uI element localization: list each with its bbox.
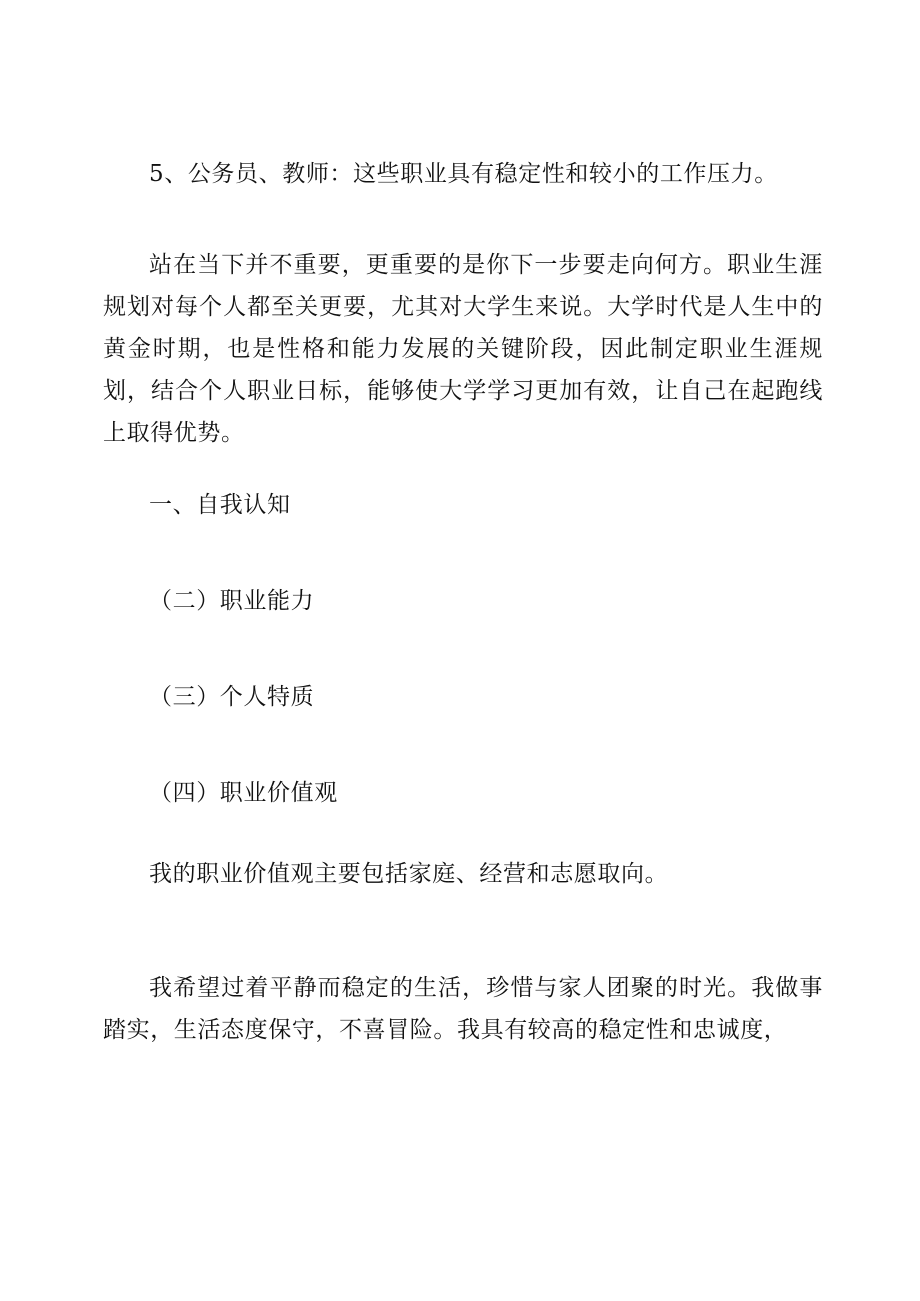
paragraph-career-planning-intro: 站在当下并不重要，更重要的是你下一步要走向何方。职业生涯规划对每个人都至关更要，尤其对大学生来说。大学时代是人生中的黄金时期，也是性格和能力发展的关键阶段，因此制定职业生涯规划，结合个人职业日标，能够使大学学习更加有效，让自己在起跑线上取得优势。 xyxy=(103,252,823,446)
section-heading-self-awareness: 一、自我认知 xyxy=(149,492,291,518)
subheading-career-ability: （二）职业能力 xyxy=(149,588,315,614)
paragraph-occupation-item-5: 5、公务员、教师：这些职业具有稳定性和较小的工作压力。 xyxy=(149,161,778,187)
paragraph-values-summary: 我的职业价值观主要包括家庭、经营和志愿取向。 xyxy=(149,861,669,887)
subheading-personal-traits: （三）个人特质 xyxy=(149,684,315,710)
paragraph-values-detail: 我希望过着平静而稳定的生活，珍惜与家人团聚的时光。我做事踏实，生活态度保守，不喜冒险。我具有较高的稳定性和忠诚度， xyxy=(103,975,823,1043)
subheading-career-values: （四）职业价值观 xyxy=(149,780,338,806)
